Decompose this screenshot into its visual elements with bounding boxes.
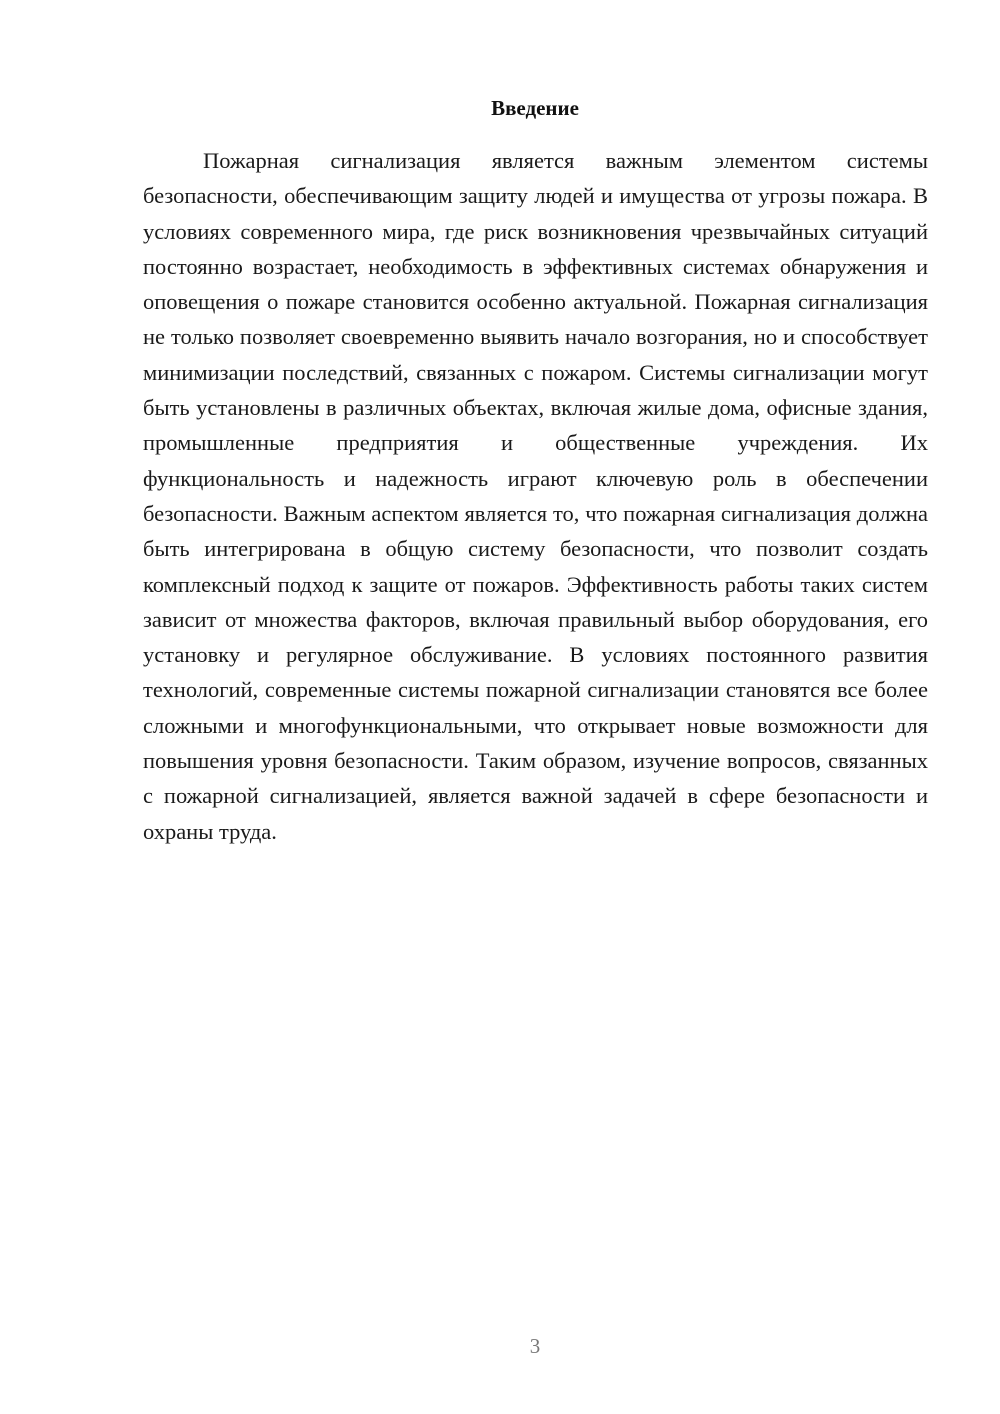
page-number: 3 bbox=[529, 1334, 541, 1358]
body-paragraph: Пожарная сигнализация является важным элементом системы безопасности, обеспечивающим защиту людей и имущества от угрозы пожара. В условиях современного мира, где риск возникновения чрезвычайных ситуаций постоянно возрастает, необходимость в эффективных системах обнаружения и оповещения о пожаре становится особенно актуальной. Пожарная сигнализация не только позволяет своевременно выявить начало возгорания, но и способствует минимизации последствий, связанных с пожаром. Системы сигнализации могут быть установлены в различных объектах, включая жилые дома, офисные здания, промышленные предприятия и общественные учреждения. Их функциональность и надежность играют ключевую роль в обеспечении безопасности. Важным аспектом является то, что пожарная сигнализация должна быть интегрирована в общую систему безопасности, что позволит создать комплексный подход к защите от пожаров. Эффективность работы таких систем зависит от множества факторов, включая правильный выбор оборудования, его установку и регулярное обслуживание. В условиях постоянного развития технологий, современные системы пожарной сигнализации становятся все более сложными и многофункциональными, что открывает новые возможности для повышения уровня безопасности. Таким образом, изучение вопросов, связанных с пожарной сигнализацией, является важной задачей в сфере безопасности и охраны труда. bbox=[143, 148, 928, 844]
page-title: Введение bbox=[491, 96, 579, 120]
